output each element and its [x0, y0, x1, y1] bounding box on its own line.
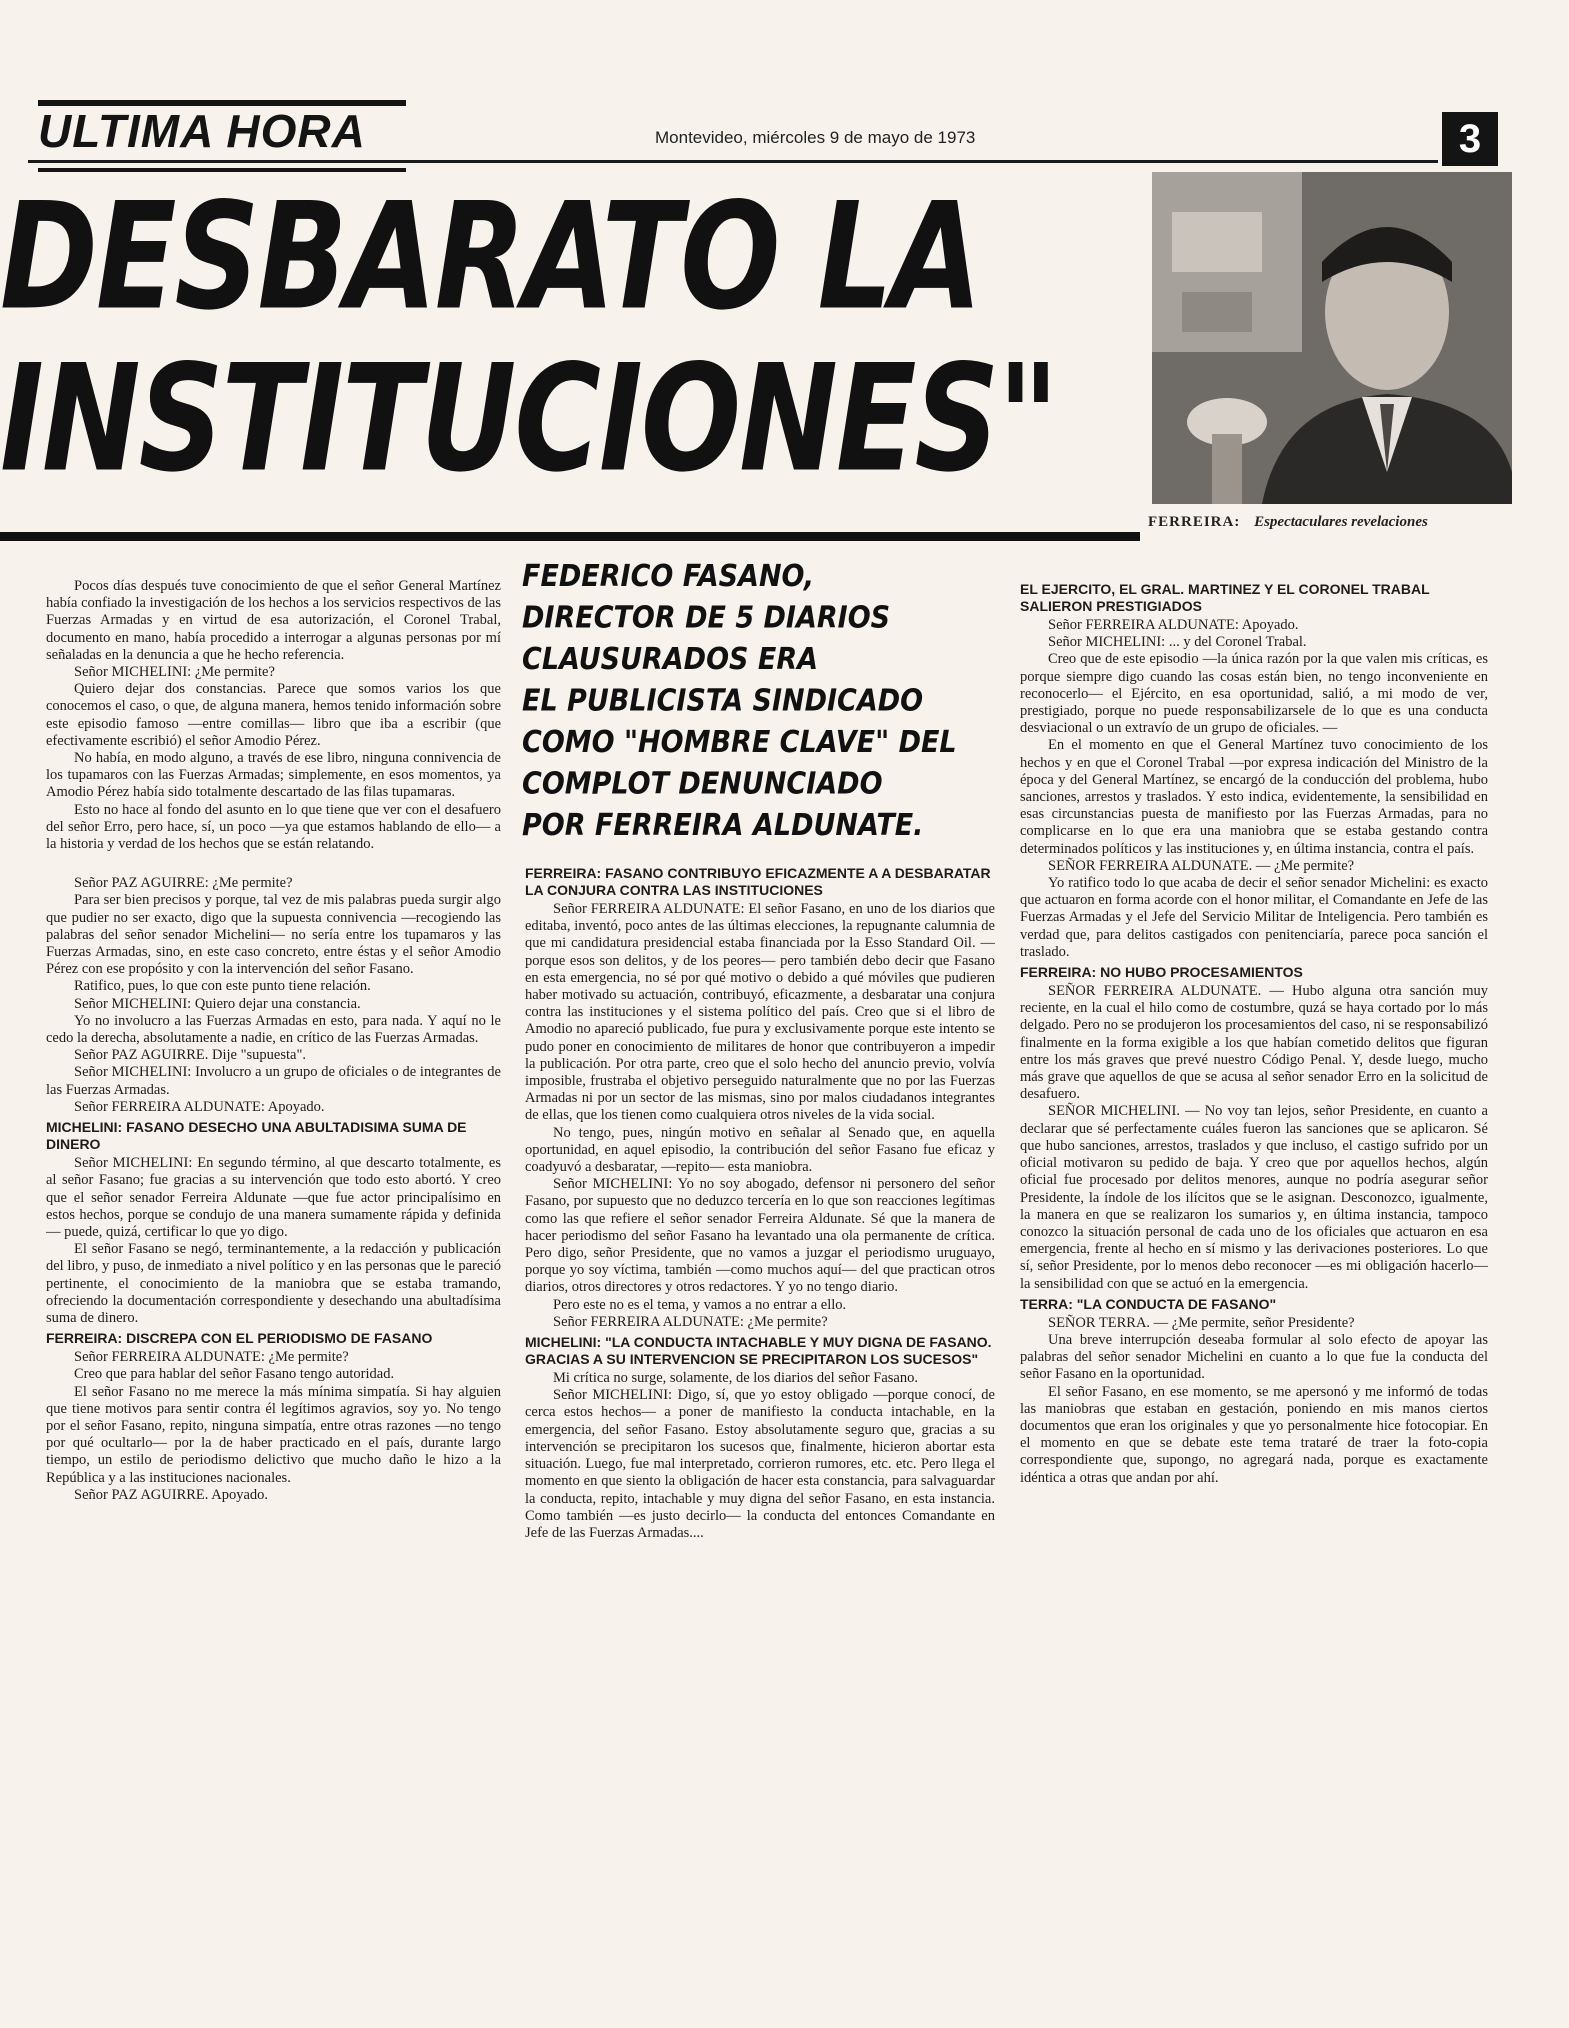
paragraph: Para ser bien precisos y porque, tal vez de mis palabras pueda surgir algo que pudier no ser exacto, digo que la supuesta connivencia —recogiendo las palabras del señor senador Michelini— no sería entre los tupamaros y las Fuerzas Armadas, sino, en este caso concreto, entre éstas y el señor Amodio Pérez con ese propósito y con la intervención del señor Fasano. [46, 892, 501, 978]
deck-line: COMPLOT DENUNCIADO [522, 766, 883, 802]
paragraph: Señor FERREIRA ALDUNATE: El señor Fasano, en uno de los diarios que editaba, inventó, poco antes de las últimas elecciones, la repugnante calumnia de que mi candidatura presidencial estaba financiada por la Esso Standard Oil. —porque esos son delitos, y de los peores— pero también debo decir que Fasano en esta emergencia, no sé por qué motivo o debido a qué móviles que pudieren haber motivado su actuación, contribuyó, eficazmente, a desbaratar una conjura contra las instituciones y el sistema político del país. Creo que si el libro de Amodio no apareció publicado, fue pura y exclusivamente porque este intento se pudo poner en conocimiento de militares de honor que contribuyeron a impedir la publicación. Por otra parte, creo que el solo hecho del anuncio previo, volvía imposible, frustraba el objetivo perseguido naturalmente que no por las Fuerzas Armadas ni por un sector de las mismas, sino por malos ciudadanos integrantes de ellas, que los tienen como cualquiera otros niveles de la vida social. [525, 901, 995, 1124]
section-subhead: TERRA: "LA CONDUCTA DE FASANO" [1020, 1295, 1277, 1312]
paragraph: Señor MICHELINI: Digo, sí, que yo estoy obligado —porque conocí, de cerca estos hechos— a poner de manifiesto la conducta intachable, en la emergencia, del señor Fasano. Estoy absolutamente seguro que, gracias a su intervención se precipitaron los sucesos que, finalmente, hicieron abortar esta situación. Luego, fue mal interpretado, corrieron rumores, etc. etc. Pero llega el momento en que siento la obligación de hacer esta constancia, para salvaguardar la conducta, repito, intachable y muy digna del señor Fasano, en esta instancia. Como también —es justo decirlo— la conducta del entonces Comandante en Jefe de las Fuerzas Armadas.... [525, 1387, 995, 1541]
paragraph: Yo ratifico todo lo que acaba de decir el señor senador Michelini: es exacto que actuaron en forma acorde con el honor militar, el Comandante en Jefe de las Fuerzas Armadas y el Jefe del Servicio Militar de Inteligencia. Pero también es verdad que, para delitos castigados con penitenciaría, parece poca sanción el traslado. [1020, 875, 1488, 960]
paragraph: Señor FERREIRA ALDUNATE: Apoyado. [1048, 617, 1299, 633]
portrait-photo [1152, 172, 1512, 504]
masthead-rule [28, 160, 1438, 163]
headline-line-2: INSTITUCIONES" [0, 332, 1057, 505]
section-subhead: MICHELINI: "LA CONDUCTA INTACHABLE Y MUY DIGNA DE FASANO. GRACIAS A SU INTERVENCION SE PRECIPITARON LOS SUCESOS" [525, 1334, 992, 1368]
page-number: 3 [1442, 112, 1498, 166]
paragraph: Una breve interrupción deseaba formular al solo efecto de apoyar las palabras del señor senador Michelini en cuanto a lo que fue la conducta del señor Fasano en la oportunidad. [1020, 1331, 1488, 1383]
headline-line-1: DESBARATO LA [0, 170, 981, 343]
paragraph: Yo no involucro a las Fuerzas Armadas en esto, para nada. Y aquí no le cedo la derecha, absolutamente a nadie, en crítico de las Fuerzas Armadas. [46, 1012, 501, 1047]
headline-rule [0, 532, 1140, 541]
paragraph: Señor MICHELINI: Yo no soy abogado, defensor ni personero del señor Fasano, por supuesto que no deduzco tercería en lo que son reacciones legítimas como las que refiere el señor senador Ferreira Aldunate. Sé que la manera de hacer periodismo del señor Fasano ha levantado una ola permanente de crítica. Pero digo, señor Presidente, que no vamos a juzgar el periodismo uruguayo, porque yo soy víctima, también —como muchos aquí— del que practican otros diarios, otros directores y otros redactores. Y yo no tengo diario. [525, 1176, 995, 1296]
paragraph: No tengo, pues, ningún motivo en señalar al Senado que, en aquella oportunidad, en aquel episodio, la contribución del señor Fasano fue eficaz y coadyuvó a desbaratar, —repito— esta maniobra. [525, 1124, 995, 1176]
section-subhead: MICHELINI: FASANO DESECHO UNA ABULTADISIMA SUMA DE DINERO [46, 1119, 467, 1153]
paragraph: Pero este no es el tema, y vamos a no entrar a ello. [553, 1296, 847, 1313]
paragraph: SEÑOR FERREIRA ALDUNATE. — ¿Me permite? [1048, 857, 1355, 874]
paragraph: SEÑOR MICHELINI. — No voy tan lejos, señor Presidente, en cuanto a declarar que sé perfectamente cuáles fueron las sanciones que se aplicaron. Sé que hubo sanciones, arrestos, traslados y que incluso, el castigo sufrido por un oficial motivaron su pedido de baja. Y creo que por aquellos hechos, algún oficial fue procesado por delitos menores, aunque no podría asegurar señor Presidente, la índole de los ilícitos que se le asignan. Desconozco, igualmente, la manera en que se realizaron los sumarios y, en última instancia, tampoco conozco la situación personal de cada uno de los oficiales que actuaron en esa emergencia, frente al hecho en sí mismo y las derivaciones posteriores. Lo que sí, señor Presidente, por lo menos debo reconocer —es mi obligación hacerlo— la sensibilidad con que se actuó en la emergencia. [1020, 1103, 1488, 1292]
masthead-logo: ULTIMA HORA [38, 100, 406, 172]
paragraph: Señor FERREIRA ALDUNATE: Apoyado. [74, 1098, 325, 1115]
spacer [46, 853, 501, 875]
paragraph: SEÑOR FERREIRA ALDUNATE. — Hubo alguna otra sanción muy reciente, en la cual el hilo como de costumbre, quzá se haya cortado por lo más delgado. Pero no se produjeron los procesamientos del caso, ni se responsabilizó finalmente en la forma exigible a los que habían cometido delitos que figuran entre los más graves que prevé nuestro Código Penal. Y, desde luego, mucho más grave que aquellos de que se acusa al señor senador Erro en la solicitud de desafuero. [1020, 983, 1488, 1103]
paragraph: El señor Fasano, en ese momento, se me apersonó y me informó de todas las maniobras que estaban en gestación, poniendo en mis manos ciertos documentos que eran los originales y que yo personalmente hice fotocopiar. En el momento en que se debate este tema trataré de traer la foto-copia correspondiente que, supongo, no agregará nada, porque es exactamente idéntica a otras que andan por ahí. [1020, 1383, 1488, 1486]
deck-line: EL PUBLICISTA SINDICADO [522, 683, 924, 719]
paragraph: Señor PAZ AGUIRRE: ¿Me permite? [74, 875, 293, 892]
paragraph: Señor FERREIRA ALDUNATE: ¿Me permite? [74, 1349, 349, 1366]
paragraph: Señor PAZ AGUIRRE. Apoyado. [74, 1486, 269, 1503]
dateline: Montevideo, miércoles 9 de mayo de 1973 [655, 128, 976, 147]
paragraph: Esto no hace al fondo del asunto en lo que tiene que ver con el desafuero del señor Erro, pero hace, sí, un poco —ya que estamos hablando de ello— a la historia y verdad de los hechos que se están relatando. [46, 801, 501, 853]
section-subhead: FERREIRA: DISCREPA CON EL PERIODISMO DE FASANO [46, 1330, 433, 1347]
deck-line: FEDERICO FASANO, [522, 559, 815, 595]
caption-text: Espectaculares revelaciones [1254, 514, 1428, 530]
paragraph: Creo que para hablar del señor Fasano tengo autoridad. [74, 1366, 395, 1383]
paragraph: Pocos días después tuve conocimiento de que el señor General Martínez había confiado la investigación de los hechos a los servicios respectivos de las Fuerzas Armadas y en virtud de esa autorización, el Coronel Trabal, documento en mano, había procedido a interrogar a algunas personas por mí señaladas en la denuncia a que he hecho referencia. [46, 578, 501, 663]
deck-line: CLAUSURADOS ERA [522, 642, 819, 677]
article-column-3 [1020, 578, 1488, 1998]
photo-caption [1148, 514, 1514, 531]
deck-line: DIRECTOR DE 5 DIARIOS [522, 600, 891, 636]
paragraph: El señor Fasano no me merece la más mínima simpatía. Si hay alguien que tiene motivos para sentir contra él legítimos agravios, soy yo. No tengo por el señor Fasano, repito, ninguna simpatía, entre otras razones —no tengo por qué ocultarlo— por la de haber practicado en el país, durante largo tiempo, un estilo de periodismo delictivo que mucho daño le hizo a la República y a las instituciones nacionales. [46, 1383, 501, 1486]
paragraph: Señor FERREIRA ALDUNATE: ¿Me permite? [553, 1313, 828, 1330]
deck-headline [522, 556, 1000, 846]
paragraph: SEÑOR TERRA. — ¿Me permite, señor Presidente? [1048, 1314, 1355, 1331]
paragraph: Creo que de este episodio —la única razón por la que valen mis críticas, es porque siempre digo cuando las cosas están bien, no tengo inconveniente en reconocerlo— el Ejército, en esa oportunidad, salió, a mi modo de ver, prestigiado, porque no puede responsabilizarsele de lo que es una conducta desviacional o un extravío de un grupo de oficiales. — [1020, 651, 1488, 737]
deck-line: POR FERREIRA ALDUNATE. [522, 808, 924, 843]
paragraph: Señor MICHELINI: Quiero dejar una constancia. [74, 995, 361, 1012]
paragraph: Señor MICHELINI: ¿Me permite? [74, 664, 275, 681]
deck-line: COMO "HOMBRE CLAVE" DEL [522, 725, 957, 760]
article-column-1 [46, 578, 501, 2008]
caption-name: FERREIRA: [1148, 514, 1241, 530]
paragraph: Ratifico, pues, lo que con este punto tiene relación. [74, 978, 371, 995]
paragraph: Señor PAZ AGUIRRE. Dije "supuesta". [74, 1047, 307, 1064]
paragraph: En el momento en que el General Martínez tuvo conocimiento de los hechos y en que el Coronel Trabal —por expresa indicación del Ministro de la época y del General Martínez, se encargó de la conducción del problema, hubo sanciones, arrestos y traslados. Y esto indica, evidentemente, la sensibilidad en esas circunstancias puesta de manifiesto por las Fuerzas Armadas, para no complicarse en lo que era una maniobra que se estaba gestando contra determinados políticos y las instituciones y, en última instancia, contra el país. [1020, 737, 1488, 857]
section-subhead: FERREIRA: NO HUBO PROCESAMIENTOS [1020, 964, 1303, 981]
paragraph: El señor Fasano se negó, terminantemente, a la redacción y publicación del libro, y puso, de inmediato a nivel político y en las personas que le pareció pertinente, el conocimiento de la maniobra que se estaba tramando, ofreciendo la documentación correspondiente y desechando una abultadísima suma de dinero. [46, 1241, 501, 1326]
paragraph: Señor MICHELINI: ... y del Coronel Trabal. [1048, 634, 1307, 651]
paragraph: Quiero dejar dos constancias. Parece que somos varios los que conocemos el caso, o que, de alguna manera, hemos tenido información sobre este episodio famoso —entre comillas— libro que iba a escribir (que efectivamente escribió) el señor Amodio Pérez. [46, 681, 501, 749]
section-subhead: EL EJERCITO, EL GRAL. MARTINEZ Y EL CORONEL TRABAL SALIERON PRESTIGIADOS [1020, 581, 1430, 614]
article-column-2 [525, 862, 995, 2012]
paragraph: No había, en modo alguno, a través de ese libro, ninguna connivencia de los tupamaros con las Fuerzas Armadas; simplemente, en esos momentos, ya Amodio Pérez había sido totalmente descartado de las filas tupamaras. [46, 750, 501, 801]
portrait-image [1152, 172, 1512, 504]
section-subhead: FERREIRA: FASANO CONTRIBUYO EFICAZMENTE A A DESBARATAR LA CONJURA CONTRA LAS INSTITUCIONES [525, 865, 991, 898]
paragraph: Señor MICHELINI: Involucro a un grupo de oficiales o de integrantes de las Fuerzas Armadas. [46, 1064, 501, 1098]
paragraph: Mi crítica no surge, solamente, de los diarios del señor Fasano. [553, 1370, 918, 1387]
paragraph: Señor MICHELINI: En segundo término, al que descarto totalmente, es al señor Fasano; fue gracias a su intervención que todo esto abortó. Y creo que el señor senador Ferreira Aldunate —que fue actor principalísimo en estos hechos, porque se condujo de una manera sumamente rápida y definida— puede, quizá, certificar lo que yo digo. [46, 1155, 501, 1240]
